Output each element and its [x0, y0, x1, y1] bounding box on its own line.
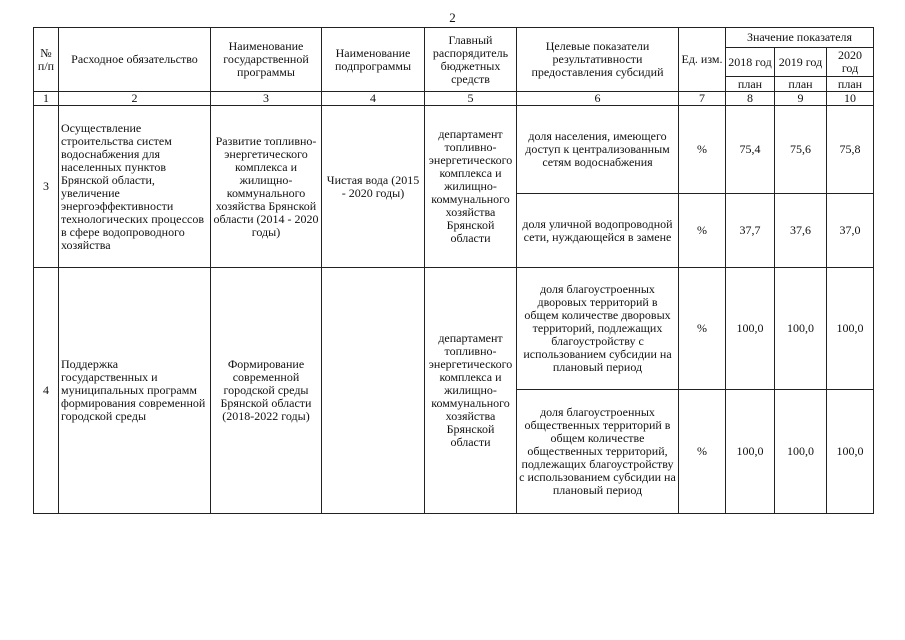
column-number: 10 [827, 92, 874, 106]
header-year-2020: 2020 год [827, 48, 874, 77]
header-year-2019: 2019 год [775, 48, 827, 77]
row-number: 4 [34, 268, 59, 514]
value-2019: 37,6 [775, 194, 827, 268]
column-number: 3 [211, 92, 322, 106]
value-2018: 100,0 [726, 268, 775, 390]
header-plan-2019: план [775, 77, 827, 92]
budget-manager: департамент топливно-энергетического комплекса и жилищно-коммунального хозяйства Брянской области [425, 106, 517, 268]
column-number: 8 [726, 92, 775, 106]
column-number: 7 [679, 92, 726, 106]
header-unit: Ед. изм. [679, 28, 726, 92]
indicator-name: доля благоустроенных общественных территорий в общем количестве общественных территорий, подлежащих благоустройству с использованием субсидии на плановый период [517, 390, 679, 514]
subprogram: Чистая вода (2015 - 2020 годы) [322, 106, 425, 268]
header-plan-2020: план [827, 77, 874, 92]
value-2018: 75,4 [726, 106, 775, 194]
column-number: 2 [59, 92, 211, 106]
header-plan-2018: план [726, 77, 775, 92]
state-program: Формирование современной городской среды Брянской области (2018-2022 годы) [211, 268, 322, 514]
column-number: 9 [775, 92, 827, 106]
indicator-unit: % [679, 268, 726, 390]
state-program: Развитие топливно-энергетического комплекса и жилищно-коммунального хозяйства Брянской области (2014 - 2020 годы) [211, 106, 322, 268]
value-2020: 37,0 [827, 194, 874, 268]
column-number: 4 [322, 92, 425, 106]
value-2020: 75,8 [827, 106, 874, 194]
indicator-name: доля населения, имеющего доступ к централизованным сетям водоснабжения [517, 106, 679, 194]
value-2018: 37,7 [726, 194, 775, 268]
value-2019: 75,6 [775, 106, 827, 194]
header-indicators: Целевые показатели результативности предоставления субсидий [517, 28, 679, 92]
spending-obligation: Осуществление строительства систем водоснабжения для населенных пунктов Брянской области, увеличение энергоэффективности технологических процессов в сфере водопроводного хозяйства [59, 106, 211, 268]
indicator-name: доля благоустроенных дворовых территорий в общем количестве дворовых территорий, подлежащих благоустройству с использованием субсидии на плановый период [517, 268, 679, 390]
budget-manager: департамент топливно-энергетического комплекса и жилищно-коммунального хозяйства Брянской области [425, 268, 517, 514]
header-manager: Главный распорядитель бюджетных средств [425, 28, 517, 92]
row-number: 3 [34, 106, 59, 268]
column-number: 1 [34, 92, 59, 106]
indicator-unit: % [679, 106, 726, 194]
indicator-name: доля уличной водопроводной сети, нуждающейся в замене [517, 194, 679, 268]
column-number: 6 [517, 92, 679, 106]
header-program: Наименование государственной программы [211, 28, 322, 92]
spending-obligation: Поддержка государственных и муниципальных программ формирования современной городской среды [59, 268, 211, 514]
indicator-unit: % [679, 390, 726, 514]
indicator-unit: % [679, 194, 726, 268]
value-2020: 100,0 [827, 390, 874, 514]
header-year-2018: 2018 год [726, 48, 775, 77]
value-2019: 100,0 [775, 268, 827, 390]
value-2019: 100,0 [775, 390, 827, 514]
header-subprogram: Наименование подпрограммы [322, 28, 425, 92]
header-values-group: Значение показателя [726, 28, 874, 48]
header-num: № п/п [34, 28, 59, 92]
value-2020: 100,0 [827, 268, 874, 390]
column-number: 5 [425, 92, 517, 106]
page-number: 2 [449, 10, 456, 25]
subsidy-indicators-table [33, 27, 874, 514]
subprogram [322, 268, 425, 514]
header-obligation: Расходное обязательство [59, 28, 211, 92]
value-2018: 100,0 [726, 390, 775, 514]
